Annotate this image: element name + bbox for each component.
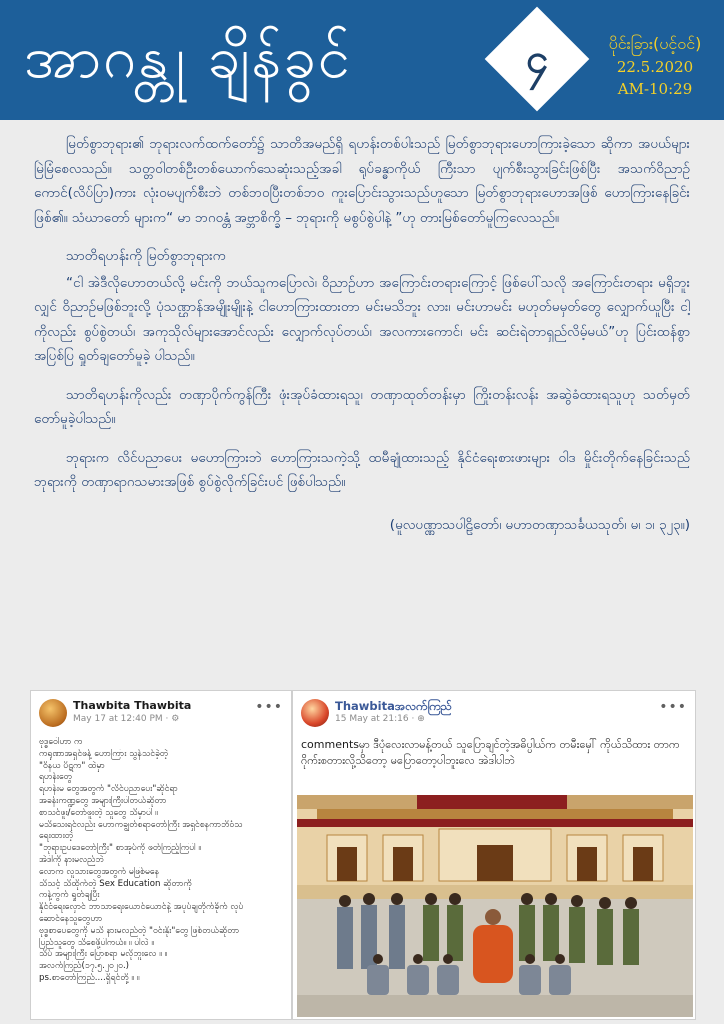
post-text <box>39 737 285 985</box>
post-text-line: အဲဒါကို နားမလည်ဘဲ <box>39 854 104 865</box>
post-text-line: ကန့်ကွက် ရှုတ်ချပြီး <box>39 890 100 901</box>
post-timestamp[interactable]: May 17 at 12:40 PM · ⚙ <box>73 714 180 724</box>
facebook-post-screenshot-right <box>292 690 696 1020</box>
post-text-line: နိုင်ငံရေးလှောင် ဘာသာရေးယောင်ယောင်နဲ့ အပုပ်ချတိုက်ခိုက် လုပ် <box>39 902 244 913</box>
post-timestamp[interactable]: 15 May at 21:16 · ⊕ <box>335 714 425 724</box>
article-body <box>34 122 690 682</box>
post-text-line: ဆောင်နေသူတွေဟာ <box>39 913 103 924</box>
post-text-line: စာသင်ဖူး/တော်ဖူးတဲ့ သူတွေ သိမှာပါ ။ <box>39 807 158 818</box>
issue-category: ပိုင်းခြား(ပင့်ဝင်) <box>608 34 702 53</box>
issue-date: 22.5.2020 <box>616 58 694 76</box>
post-text-line: လောက လူသားတွေအတွက် မဖြစ်မနေ <box>39 866 160 877</box>
post-text-line: ရဟန်းတွေ <box>39 772 73 783</box>
group-photo-illustration <box>297 795 693 1017</box>
avatar[interactable] <box>301 699 329 727</box>
facebook-post-screenshot-left <box>30 690 292 1020</box>
post-text-line: သိသင့် သိထိုက်တဲ့ Sex Education ဆိုတာကို <box>39 878 192 889</box>
masthead-title: အာဂန္တု ချိန်ခွင် <box>24 23 353 91</box>
post-text: commentsမှာ ဒီပုံလေးလာမန့်တယ် သူပြောချင်တဲ့အဓိပ္ပါယ်က တမီးမှေါ် ကိုယ်သိထား တာက ဂိုက်းစတားလို့သိတော့ မပြောတော့ပါဘူးလေ အဲဒါပါဘဲ <box>301 738 680 767</box>
post-text-line: ရဟန်းမ တွေအတွက် "လိင်ပညာပေး"ဆိုင်ရာ <box>39 784 178 795</box>
post-text-line: အလက်ကြည်(၁၇.၅.၂၀၂၀.) <box>39 961 130 972</box>
article-paragraph: ဘုရားက လိင်ပညာပေး မဟောကြားဘဲ ဟောကြားသကဲ့သို့ ထမီချုံထားသည့် နိုင်ငံရေးစားဖားများ ဝါဒ မှိုင်းတိုက်နေခြင်းသည် ဘုရားကို တဏှာရာဂသမားအဖြစ် စွပ်စွဲလိုက်ခြင်းပင် ဖြစ်ပါသည်။ <box>34 449 690 490</box>
post-text-line: ဗုဒ္ဓစာပေတွေကို မသိ နားမလည်တဲ့ "ဝင်းနိုး"တွေ ဖြစ်တယ်ဆိုတာ <box>39 925 240 936</box>
post-text-line: ရေးထားတဲ့ <box>39 831 74 842</box>
post-text-line: "ဘုရားဥပဒေတော်ကြီး" စာအုပ်ကို ဖတ်ကြည့်ကြပါ ။ <box>39 843 201 854</box>
article-citation: (မူလပဏ္ဏာသပါဠိတော်၊ မဟာတဏှာသင်္ခယသုတ်၊ မ၊ ၁၊ ၃၂၃။) <box>389 516 690 533</box>
issue-meta <box>594 32 716 100</box>
post-header <box>301 699 687 729</box>
article-paragraph: သာတိရဟန်းကို မြတ်စွာဘုရားက <box>66 248 226 264</box>
poster-name[interactable]: Thawbitaအလက်ကြည် <box>335 699 452 713</box>
post-text-line: ပြည်သူတွေ သိစေဖို့ပါကယ်။ ။ ပါလဲ ။ <box>39 937 155 948</box>
group-photo-image[interactable] <box>297 795 693 1017</box>
issue-number: ၄ <box>525 36 549 82</box>
post-header <box>39 699 283 729</box>
issue-time: AM-10:29 <box>617 80 693 98</box>
post-text-line: မသိသေးရင်လည်း ဟောကချွတ်စရာတော်ကြီး အရှင်စနကာဘိဝံသ <box>39 819 243 830</box>
poster-name[interactable]: Thawbita Thawbita <box>73 699 192 712</box>
post-text-line: ဗုဒ္ဓဝေါဟာ က <box>39 737 83 747</box>
post-text-line: ps.စာတော်ကြည်....ရှိရင်တို့ ။ ။ <box>39 972 140 983</box>
more-options-icon[interactable]: ••• <box>659 699 687 715</box>
post-text-line: ကရုဏာအရှင်ဖန့် ဟောကြား သွန်သင်ခဲ့တဲ့ <box>39 748 169 759</box>
article-paragraph: “ငါ အဲဒီလိုဟောတယ်လို့ မင်းကို ဘယ်သူကပြောလဲ၊ ဝိညာဉ်ဟာ အကြောင်းတရားကြောင့် ဖြစ်ပေါ်သလို အကြောင်းတရား မရှိဘူးလျှင် ဝိညာဉ်မဖြစ်ဘူးလို့ ပုံသဏ္ဌာန်အမျိုးမျိုးနဲ့ ငါဟောကြားထားတာ မင်းမသိဘူး လား၊ မင်းဟာမင်း မဟုတ်မမှတ်တွေ လျှောက်ယူပြီး ငါ့ကိုလည်း စွပ်စွဲတယ်၊ အကုသိုလ်များအောင်လည်း လျှောက်လုပ်တယ်၊ အလကားကောင်၊ မင်း ဆင်းရဲတာရှည်လိမ့်မယ်”ဟု ပြင်းထန်စွာ အပြစ်ပြ ရှုတ်ချတော်မူခဲ့ ပါသည်။ <box>34 274 690 364</box>
article-paragraph: သာတိရဟန်းကိုလည်း တဏှာပိုက်ကွန်ကြီး ဖုံးအုပ်ခံထားရသူ၊ တဏှာထုတ်တန်းမှာ ကြိုးတန်းလန်း အဆွဲခံထားရသူဟု သတ်မှတ်တော်မူခဲ့ပါသည်။ <box>34 386 690 427</box>
more-options-icon[interactable]: ••• <box>255 699 283 715</box>
masthead <box>0 0 724 120</box>
post-text-line: သိပ် အများကြီး ပြောစရာ မလိုဘူးလေ ။ ။ <box>39 949 168 960</box>
post-text-line: "ဝိနယ ပိဋက" ထဲမှာ <box>39 760 105 771</box>
article-paragraph: မြတ်စွာဘုရား၏ ဘုရားလက်ထက်တော်၌ သာတိအမည်ရှိ ရဟန်းတစ်ပါးသည် မြတ်စွာဘုရားဟောကြားခဲ့သော ဆိုကာ အပယ်များ မြဲမြံစေလသည်။ သတ္တဝါတစ်ဦးတစ်ယောက်သေဆုံးသည့်အခါ ရုပ်ခန္ဓာကိုယ် ကြီးသာ ပျက်စီးသွားခြင်းဖြစ်ပြီး အသက်ဝိညာဉ်ကောင်(လိပ်ပြာ)ကား လုံးဝမပျက်စီးဘဲ တစ်ဘဝပြီးတစ်ဘဝ ကူးပြောင်းသွားသည်ဟူသော မြတ်စွာဘုရားဟောအဖြစ် ဟောကြားနေခြင်းဖြစ်၏။ သံဃာတော် များက“ မာ ဘဂဝန္တံ အဗ္ဘာစိက္ခိ – ဘုရားကို မစွပ်စွဲပါနဲ့ ”ဟု တားမြစ်တော်မူကြလေသည်။ <box>34 136 690 226</box>
avatar[interactable] <box>39 699 67 727</box>
post-text-line: အခန်းကဏ္ဍတွေ အများကြီးပါတယ်ဆိုတာ <box>39 795 167 806</box>
